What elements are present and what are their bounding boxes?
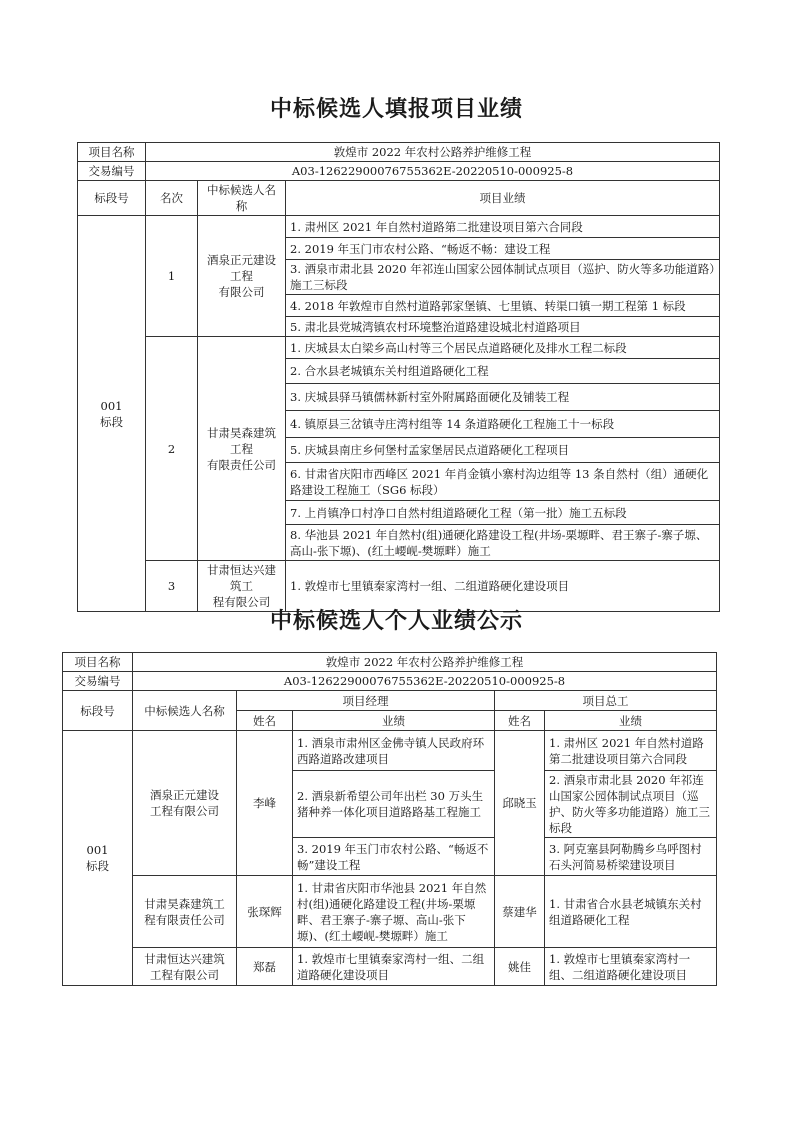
header-rank: 名次 <box>146 181 198 216</box>
section-cell: 001 标段 <box>78 216 146 612</box>
engineer-name: 蔡建华 <box>495 876 545 948</box>
header-manager: 项目经理 <box>237 691 495 711</box>
project-performance-table <box>77 142 720 612</box>
header-performance: 项目业绩 <box>286 181 720 216</box>
personal-performance-table <box>62 652 717 986</box>
manager-name: 郑磊 <box>237 948 293 986</box>
manager-name: 李峰 <box>237 731 293 876</box>
header-engineer-perf: 业绩 <box>545 711 717 731</box>
trade-no-label: 交易编号 <box>78 162 146 181</box>
performance-item: 1. 庆城县太白梁乡高山村等三个居民点道路硬化及排水工程二标段 <box>286 337 720 359</box>
manager-name: 张琛辉 <box>237 876 293 948</box>
manager-perf-item: 3. 2019 年玉门市农村公路、“畅返不畅”建设工程 <box>293 838 495 876</box>
header-section: 标段号 <box>78 181 146 216</box>
project-name-label: 项目名称 <box>78 143 146 162</box>
trade-no-label: 交易编号 <box>63 672 133 691</box>
engineer-name: 邱晓玉 <box>495 731 545 876</box>
header-engineer-name: 姓名 <box>495 711 545 731</box>
candidate-name-cell: 甘肃恒达兴建筑工 程有限公司 <box>198 561 286 612</box>
trade-no-value: A03-12622900076755362E-20220510-000925-8 <box>146 162 720 181</box>
performance-item: 8. 华池县 2021 年自然村(组)通硬化路建设工程(井场-栗塬畔、君王寨子-寨子塬、高山-张下塬)、(红土崾岘-樊塬畔）施工 <box>286 525 720 561</box>
trade-no-value: A03-12622900076755362E-20220510-000925-8 <box>133 672 717 691</box>
performance-item: 3. 庆城县驿马镇儒林新村室外附属路面硬化及铺装工程 <box>286 384 720 411</box>
engineer-perf-item: 1. 甘肃省合水县老城镇东关村组道路硬化工程 <box>545 876 717 948</box>
engineer-perf-item: 2. 酒泉市肃北县 2020 年祁连山国家公园体制试点项目（巡护、防火等多功能道路）施工三标段 <box>545 771 717 838</box>
project-name-value: 敦煌市 2022 年农村公路养护维修工程 <box>133 653 717 672</box>
candidate-name-cell: 酒泉正元建设 工程有限公司 <box>133 731 237 876</box>
manager-perf-item: 1. 敦煌市七里镇秦家湾村一组、二组道路硬化建设项目 <box>293 948 495 986</box>
project-name-value: 敦煌市 2022 年农村公路养护维修工程 <box>146 143 720 162</box>
header-section: 标段号 <box>63 691 133 731</box>
header-candidate: 中标候选人名称 <box>133 691 237 731</box>
header-manager-perf: 业绩 <box>293 711 495 731</box>
engineer-name: 姚佳 <box>495 948 545 986</box>
section-cell: 001 标段 <box>63 731 133 986</box>
engineer-perf-item: 3. 阿克塞县阿勒腾乡乌呼图村石头河简易桥梁建设项目 <box>545 838 717 876</box>
performance-item: 1. 敦煌市七里镇秦家湾村一组、二组道路硬化建设项目 <box>286 561 720 612</box>
engineer-perf-item: 1. 敦煌市七里镇秦家湾村一组、二组道路硬化建设项目 <box>545 948 717 986</box>
performance-item: 5. 庆城县南庄乡何堡村孟家堡居民点道路硬化工程项目 <box>286 438 720 463</box>
project-name-label: 项目名称 <box>63 653 133 672</box>
performance-item: 2. 2019 年玉门市农村公路、“畅返不畅：建设工程 <box>286 238 720 260</box>
candidate-name-cell: 甘肃昊森建筑工 程有限责任公司 <box>133 876 237 948</box>
performance-item: 1. 肃州区 2021 年自然村道路第二批建设项目第六合同段 <box>286 216 720 238</box>
personal-table-title: 中标候选人个人业绩公示 <box>269 609 523 634</box>
header-engineer: 项目总工 <box>495 691 717 711</box>
candidate-name-cell: 甘肃恒达兴建筑 工程有限公司 <box>133 948 237 986</box>
performance-item: 5. 肃北县党城湾镇农村环境整治道路建设城北村道路项目 <box>286 317 720 337</box>
performance-item: 6. 甘肃省庆阳市西峰区 2021 年肖金镇小寨村沟边组等 13 条自然村（组）通硬化路建设工程施工（SG6 标段） <box>286 463 720 501</box>
performance-item: 2. 合水县老城镇东关村组道路硬化工程 <box>286 359 720 384</box>
rank-cell: 3 <box>146 561 198 612</box>
performance-item: 4. 2018 年敦煌市自然村道路郭家堡镇、七里镇、转渠口镇一期工程第 1 标段 <box>286 295 720 317</box>
engineer-perf-item: 1. 肃州区 2021 年自然村道路第二批建设项目第六合同段 <box>545 731 717 771</box>
performance-item: 4. 镇原县三岔镇寺庄湾村组等 14 条道路硬化工程施工十一标段 <box>286 411 720 438</box>
performance-item: 7. 上肖镇净口村净口自然村组道路硬化工程（第一批）施工五标段 <box>286 501 720 525</box>
manager-perf-item: 1. 酒泉市肃州区金佛寺镇人民政府环西路道路改建项目 <box>293 731 495 771</box>
project-table-title: 中标候选人填报项目业绩 <box>269 97 523 122</box>
header-manager-name: 姓名 <box>237 711 293 731</box>
candidate-name-cell: 甘肃昊森建筑工程 有限责任公司 <box>198 337 286 561</box>
performance-item: 3. 酒泉市肃北县 2020 年祁连山国家公园体制试点项目（巡护、防火等多功能道路）施工三标段 <box>286 260 720 295</box>
rank-cell: 1 <box>146 216 198 337</box>
header-candidate: 中标候选人名称 <box>198 181 286 216</box>
manager-perf-item: 2. 酒泉新希望公司年出栏 30 万头生猪种养一体化项目道路路基工程施工 <box>293 771 495 838</box>
candidate-name-cell: 酒泉正元建设工程 有限公司 <box>198 216 286 337</box>
manager-perf-item: 1. 甘肃省庆阳市华池县 2021 年自然村(组)通硬化路建设工程(井场-栗塬畔、君王寨子-寨子塬、高山-张下塬)、(红土崾岘-樊塬畔）施工 <box>293 876 495 948</box>
rank-cell: 2 <box>146 337 198 561</box>
